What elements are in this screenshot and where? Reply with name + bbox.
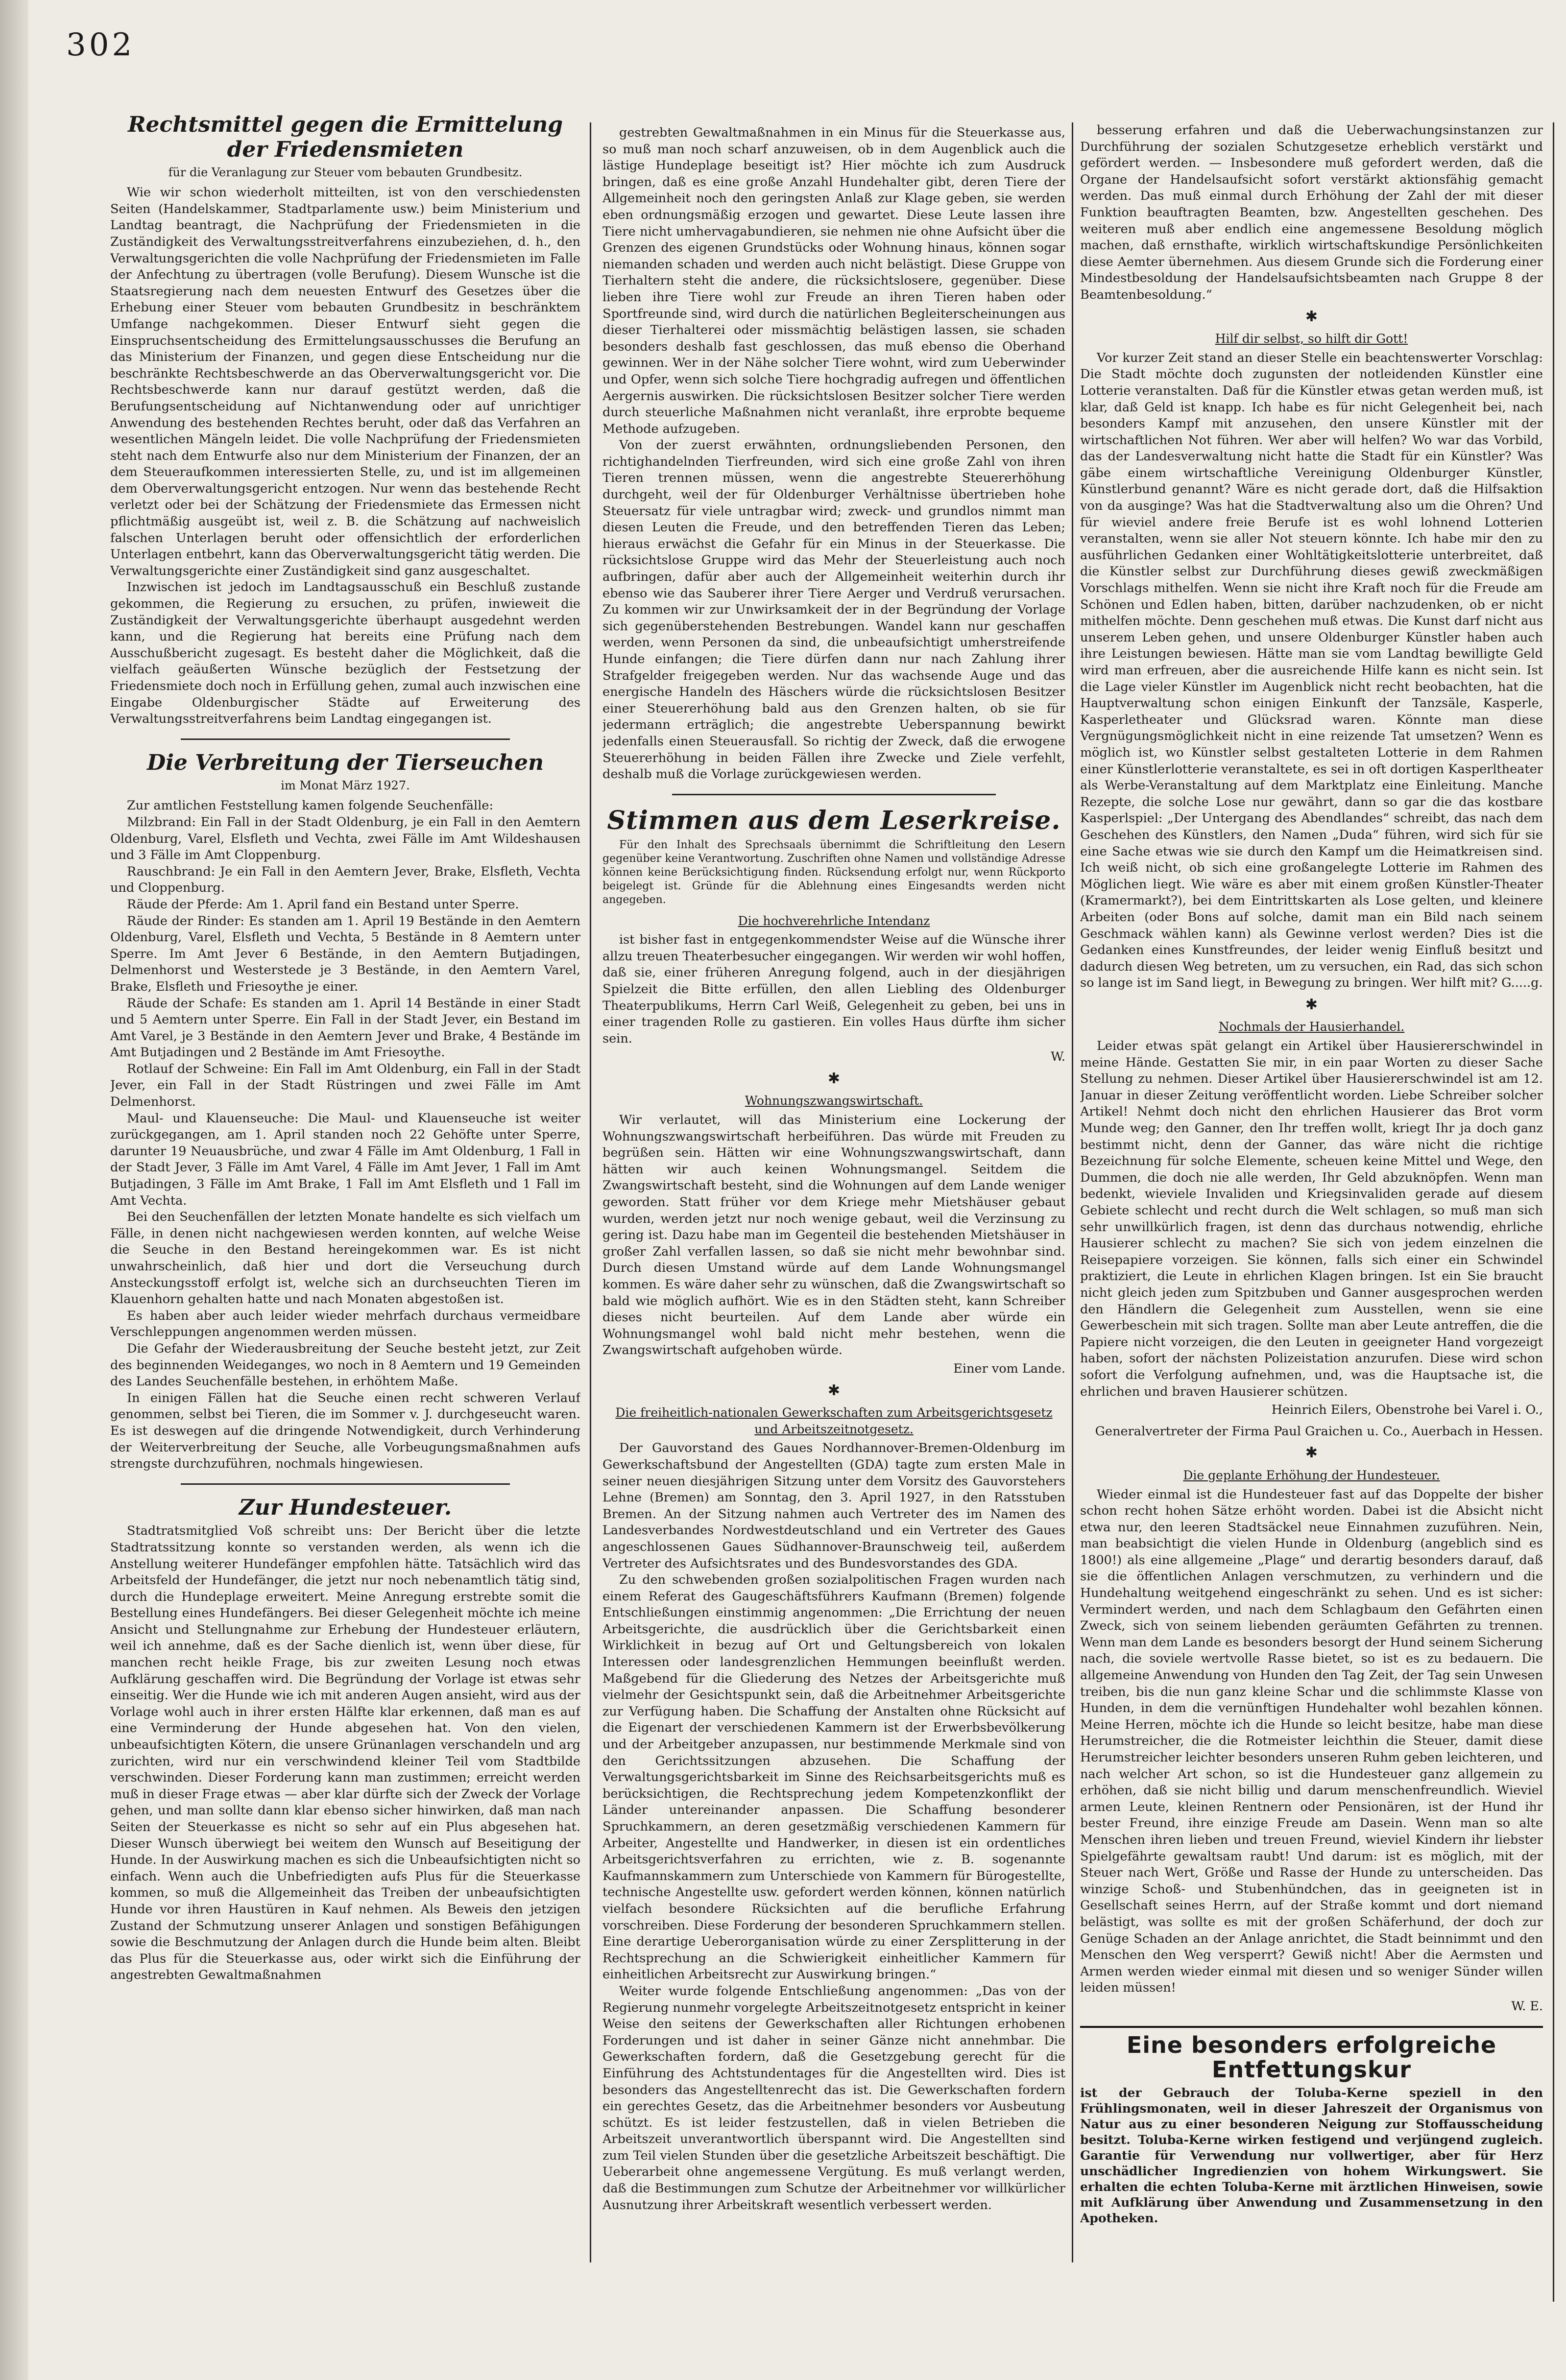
article-subtitle: im Monat März 1927. xyxy=(281,779,410,793)
column-2 xyxy=(602,125,1065,2294)
separator xyxy=(181,738,510,740)
letter-signature: Einer vom Lande. xyxy=(953,1361,1065,1376)
article-title: Die Verbreitung der Tierseuchen xyxy=(147,750,544,775)
article-paragraph: In einigen Fällen hat die Seuche einen recht schweren Verlauf genommen, selbst bei Tieren, die im Sommer v. J. durchgeseucht waren. Es ist deswegen auf die dringende Notwendigkeit, durch Verhinderung der Weiterverbreitung der Seuche, alle Vorbeugungsmaßnahmen aufs strengste durchzuführen, nochmals hingewiesen. xyxy=(110,1390,580,1472)
section-title: Stimmen aus dem Leserkreise. xyxy=(607,805,1061,835)
star-separator-icon: ✱ xyxy=(1305,996,1318,1013)
letter-signature: Heinrich Eilers, Obenstrohe bei Varel i. O., xyxy=(1271,1403,1543,1418)
article-title: Zur Hundesteuer. xyxy=(239,1495,452,1520)
letter-paragraph: Weiter wurde folgende Entschließung angenommen: „Das von der Regierung nunmehr vorgelegte Arbeitszeitnotgesetz entspricht in keiner Weise den seitens der Gewerkschaften aller Richtungen erhobenen Forderungen und ist daher in seiner Gänze nicht annehmbar. Die Gewerkschaften fordern, daß die Gesetzgebung gerecht für die Einführung des Achtstundentages für die Angestellten wird. Dies ist besonders das Angestelltenrecht das ist. Die Gewerkschaften fordern ein gerechtes Gesetz, das die Arbeitnehmer besonders vor Ausbeutung schützt. Es ist leider festzustellen, daß in vielen Betrieben die Arbeitszeit unverantwortlich überspannt wird. Die Angestellten sind zum Teil vielen Stunden über die gesetzliche Arbeitszeit beschäftigt. Die Ueberarbeit ohne angemessene Vergütung. Es muß verlangt werden, daß die Bestimmungen zum Schutze der Arbeitnehmer vor willkürlicher Ausnutzung ihrer Arbeitskraft wesentlich verbessert werden. xyxy=(602,1983,1065,2213)
letter-paragraph: Vor kurzer Zeit stand an dieser Stelle ein beachtenswerter Vorschlag: Die Stadt möchte doch zugunsten der notleidenden Künstler eine Lotterie veranstalten. Daß für die Künstler etwas getan werden muß, ist klar, daß Geld ist knapp. Ich habe es für nicht Gelegenheit bei, nach besonders Kampf mit anzusehen, den unsere Künstler mit der wirtschaftlichen Not führen. Wer aber will helfen? Wo war das Vorbild, das der Landesverwaltung nicht hatte die Stadt für ein Künstler? Was gäbe einem wirtschaftliche Vereinigung Oldenburger Künstler, Künstlerbund genannt? Wäre es nicht gerade dort, daß die Hilfsaktion von da ausginge? Was hat die Stadtverwaltung also um die Ohren? Und für wieviel andere freie Berufe ist es wohl lohnend Lotterien veranstalten, wenn sie aller Not steuern könnte. Ich habe mir den zu ausführlichen Gedanken einer Wohltätigkeitslotterie unterbreitet, daß die Künstler selbst zur Durchführung dieses gewiß zweckmäßigen Vorschlags mithelfen. Wenn sie nicht ihre Kraft noch für die Freude am Schönen und Edlen haben, bitten, darüber nachzudenken, ob er nicht mithelfen möchte. Denn geschehen muß etwas. Die Kunst darf nicht aus unserem Leben gehen, und unsere Oldenburger Künstler haben auch ihre Leistungen bewiesen. Hätte man sie vom Landtag bewilligte Geld wird man erfreuen, aber die ausreichende Hilfe kann es nicht sein. Ist die Lage vieler Künstler im Augenblick nicht recht beobachten, hat die Hauptverwaltung schon einigen Einkunft der Tanzsäle, Kasperle, Kasperletheater und Glücksrad waren. Könnte man diese Vergnügungsmöglichkeit nicht in eine reizende Tat umsetzen? Wenn es möglich ist, wo Künstler selbst gestalteten Lotterie in dem Rahmen einer Künstlerlotterie veranstaltete, es sei in oft dortigen Kasperltheater als Werbe-Veranstaltung auf dem Marktplatz eine Einleitung. Manche Rezepte, die solche Lose nur gewährt, dann so gar die das kostbare Kasperlspiel: „Der Untergang des Abendlandes“ schreibt, das nach dem Geschehen des Künstlers, den Namen „Duda“ führen, wird sich für sie eine Sache etwas wie sie durch den Kampf um die Heimatkreisen sind. Ich weiß nicht, ob sich eine großangelegte Lotterie im Rahmen des Möglichen liegt. Wie wäre es aber mit einem großen Künstler-Theater (Kramermarkt?), bei dem Eintrittskarten als Lose gelten, und kleinere Arbeiten (oder Bons auf solche, damit man ein Bild nach seinem Geschmack wählen kann) als Gewinne verlost werden? Dies ist die Gedanken eines Kunstfreundes, der leider wenig Einfluß besitzt und dadurch diesen Weg betreten, um zu versuchen, ein Rad, das sich schon so lange ist im Sand liegt, in Bewegung zu bringen. Wer hilft mit? G.....g. xyxy=(1080,350,1543,991)
letter-signature: Generalvertreter der Firma Paul Graichen u. Co., Auerbach in Hessen. xyxy=(1095,1424,1543,1439)
article-paragraph: Stadtratsmitglied Voß schreibt uns: Der Bericht über die letzte Stadtratssitzung konnte so verstanden werden, als wenn ich die Anstellung weiterer Hundefänger empfohlen hätte. Tatsächlich wird das Arbeitsfeld der Hundefänger, die jetzt nur noch nebenamtlich tätig sind, durch die Hundeplage erweitert. Meine Anregung erstrebte somit die Bestellung eines Hundefängers. Bei dieser Gelegenheit möchte ich meine Ansicht und Stellungnahme zur Erhebung der Hundesteuer erläutern, weil ich annehme, daß es der Sache dienlich ist, wenn über diese, für manchen recht heikle Frage, bis zur zweiten Lesung noch etwas Aufklärung geschaffen wird. Die Begründung der Vorlage ist etwas sehr einseitig. Wer die Hunde wie ich mit anderen Augen ansieht, wird aus der Vorlage wohl auch in ihrer ersten Hälfte klar erkennen, daß man es auf eine Verminderung der Hunde abgesehen hat. Von den vielen, unbeaufsichtigten Kötern, die unsere Grünanlagen verschandeln und arg zurichten, wird nur ein verschwindend kleiner Teil vom Stadtbilde verschwinden. Dieser Forderung kann man zustimmen; erreicht werden muß in dieser Frage etwas — aber klar dürfte sich der Zweck der Vorlage gehen, und man sollte dann klar ebenso sicher hinwirken, daß man nach Seiten der Steuerkasse es nicht so sehr auf ein Plus abgesehen hat. Dieser Wunsch überwiegt bei weitem den Wunsch auf Beseitigung der Hunde. In der Auswirkung machen es sich die Unbeaufsichtigten nicht so einfach. Wenn auch die Unbefriedigten aufs Plus für die Steuerkasse kommen, so muß die Allgemeinheit das Treiben der unbeaufsichtigten Hunde vor ihren Haustüren in Kauf nehmen. Als Beweis den jetzigen Zustand der Schmutzung unserer Anlagen und sonstigen Befähigungen sowie die Beschmutzung der Anlagen durch die Hunde beim alten. Bleibt das Plus für die Steuerkasse aus, oder wirkt sich die Einführung der angestrebten Gewaltmaßnahmen xyxy=(110,1523,580,1983)
article-paragraph: Maul- und Klauenseuche: Die Maul- und Klauenseuche ist weiter zurückgegangen, am 1. April standen noch 22 Gehöfte unter Sperre, darunter 19 Neuausbrüche, und zwar 4 Fälle im Amt Oldenburg, 1 Fall in der Stadt Jever, 3 Fälle im Amt Varel, 4 Fälle im Amt Jever, 1 Fall im Amt Butjadingen, 3 Fälle im Amt Brake, 1 Fall im Amt Elsfleth und 1 Fall im Amt Vechta. xyxy=(110,1111,580,1208)
letter-paragraph: Wieder einmal ist die Hundesteuer fast auf das Doppelte der bisher schon recht hohen Sätze erhöht worden. Dabei ist die Absicht nicht etwa nur, den leeren Stadtsäckel neue Einnahmen zuzuführen. Nein, man beabsichtigt die vielen Hunde in Oldenburg (angeblich sind es 1800!) als eine allgemeine „Plage“ und derartig besonders darauf, daß sie die öffentlichen Anlagen verschmutzen, zu verhindern und die Hundehaltung weitgehend eingeschränkt zu sehen. Und es ist sicher: Vermindert werden, und nach dem Schlagbaum den Gefährten einen Zweck, sich von seinem liebenden geräumten Gefährten zu trennen. Wenn man dem Lande es besonders besorgt der Hund seinem Sicherung nach, die soviele wertvolle Rasse bietet, so ist es zu bedauern. Die allgemeine Anwendung von Hunden den Tag Zeit, der Tag sein Unwesen treiben, bis die nun ganz kleine Schar und die schlimmste Klasse von Hunden, in dem die vernünftigen Hundehalter wohl bezahlen können. Meine Herren, möchte ich die Hunde so leicht besitze, habe man diese Herumstreicher, die die Rotmeister leichthin die Steuer, damit diese Herumstreicher leichter besonders unseren Ruhm geben leichteren, und nach welcher Art schon, so ist die Hundesteuer ganz allgemein zu erhöhen, daß sie nicht billig und darum menschenfreundlich. Wieviel armen Leute, kleinen Rentnern oder Pensionären, ist der Hund ihr bester Freund, ihre einzige Freude am Dasein. Wenn man so alte Menschen ihren lieben und treuen Freund, wieviel Kindern ihr liebster Spielgefährte gewaltsam raubt! Und darum: ist es möglich, mit der Steuer nach Wert, Größe und Rasse der Hunde zu unterscheiden. Das winzige Schoß- und Stubenhündchen, das in geeigneten ist in Gesellschaft seines Herrn, auf der Straße kommt und dort niemand belästigt, was sollte es mit der großen Schäferhund, der doch zur Genüge Schaden an der Anlage anrichtet, die Stadt beinnimmt und den Menschen den Weg versperrt? Gewiß nicht! Aber die Aermsten und Armen werden wieder einmal mit diesen und so weniger Sünder willen leiden müssen! xyxy=(1080,1487,1543,1996)
article-paragraph: Die Gefahr der Wiederausbreitung der Seuche besteht jetzt, zur Zeit des beginnenden Weideganges, wo noch in 8 Aemtern und 19 Gemeinden des Landes Seuchenfälle bestehen, in erhöhtem Maße. xyxy=(110,1341,580,1389)
separator xyxy=(672,794,996,795)
letter-title: Die hochverehrliche Intendanz xyxy=(738,913,930,928)
star-separator-icon: ✱ xyxy=(1305,308,1318,325)
letter-paragraph: besserung erfahren und daß die Ueberwachungsinstanzen zur Durchführung der sozialen Schutzgesetze erheblich verstärkt und gefördert werden. — Insbesondere muß gefordert werden, daß die Organe der Handelsaufsicht sofort verstärkt aktionsfähig gemacht werden. Das muß einmal durch Erhöhung der Zahl der mit dieser Funktion beauftragten Beamten, bzw. Angestellten geschehen. Des weiteren muß aber endlich eine angemessene Besoldung möglich machen, daß ernsthafte, wirklich wirtschaftskundige Persönlichkeiten diese Aemter übernehmen. Aus diesem Grunde sich die Forderung einer Mindestbesoldung der Handelsaufsichtsbeamten nach Gruppe 8 der Beamtenbesoldung.“ xyxy=(1080,123,1543,302)
article-paragraph: Räude der Rinder: Es standen am 1. April 19 Bestände in den Aemtern Oldenburg, Varel, Elsfleth und Vechta, 5 Bestände in 8 Aemtern unter Sperre. Im Amt Jever 6 Bestände, in den Aemtern Butjadingen, Delmenhorst und Westerstede je 3 Bestände, in den Aemtern Varel, Brake, Elsfleth und Friesoythe je einer. xyxy=(110,913,580,994)
article-paragraph: Bei den Seuchenfällen der letzten Monate handelte es sich vielfach um Fälle, in denen nicht nachgewiesen werden konnten, auf welche Weise die Seuche in den Bestand hereingekommen war. Es ist nicht unwahrscheinlich, daß hier und dort die Verseuchung durch Ansteckungsstoff erfolgt ist, welche sich an durchseuchten Tieren im Klauenhorn gehalten hatte und nach Monaten abgestoßen ist. xyxy=(110,1210,580,1307)
letter-signature: W. xyxy=(1051,1049,1065,1065)
article-paragraph: gestrebten Gewaltmaßnahmen in ein Minus für die Steuerkasse aus, so muß man noch scharf anzuweisen, ob in dem Augenblick auch die lästige Hundeplage beseitigt ist? Hier möchte ich zum Ausdruck bringen, daß es eine große Anzahl Hundehalter gibt, deren Tiere der Allgemeinheit noch den geringsten Anlaß zur Klage geben, sie werden eben ordnungsmäßig erzogen und gewartet. Diese Leute lassen ihre Tiere nicht umhervagabundieren, sie nehmen nie ohne Aufsicht über die Grenzen des eigenen Grundstücks oder Wohnung hinaus, können sogar niemanden schaden und werden auch nicht belästigt. Diese Gruppe von Tierhaltern steht die andere, die rücksichtslosere, gegenüber. Diese lieben ihre Tiere wohl zur Freude an ihren Tieren haben oder Sportfreunde sind, wird durch die natürlichen Begleiterscheinungen aus dieser Tierhalterei oder missmächtig belästigen lassen, sie schaden besonders deshalb fast geschlossen, das muß ebenso die Oberhand gewinnen. Wer in der Nähe solcher Tiere wohnt, wird zum Ueberwinder und Opfer, wenn sich solche Tiere hochgradig aufregen und öffentlichen Aergernis auswirken. Die rücksichtslosen Besitzer solcher Tiere werden durch steuerliche Maßnahmen nicht veranlaßt, ihre erprobte bequeme Methode aufzugeben. xyxy=(602,125,1065,436)
letter-paragraph: Wir verlautet, will das Ministerium eine Lockerung der Wohnungszwangswirtschaft herbeiführen. Das würde mit Freuden zu begrüßen sein. Hätten wir eine Wohnungszwangswirtschaft, dann hätten wir auch keinen Wohnungsmangel. Seitdem die Zwangswirtschaft besteht, sind die Wohnungen auf dem Lande weniger geworden. Statt früher vor dem Kriege mehr Mietshäuser gebaut wurden, werden jetzt nur noch wenige gebaut, weil die Verzinsung zu gering ist. Dazu habe man im Gegenteil die bestehenden Mietshäuser in großer Zahl verfallen lassen, so daß sie nicht mehr bewohnbar sind. Durch diesen Umstand würde auf dem Lande Wohnungsmangel kommen. Es wäre daher sehr zu wünschen, daß die Zwangswirtschaft so bald wie möglich aufhört. Wie es in den Städten steht, kann Schreiber dieses nicht beurteilen. Auf dem Lande aber würde ein Wohnungsmangel wohl bald nicht mehr bestehen, wenn die Zwangswirtschaft aufgehoben würde. xyxy=(602,1113,1065,1358)
article-paragraph: Rauschbrand: Je ein Fall in den Aemtern Jever, Brake, Elsfleth, Vechta und Cloppenburg. xyxy=(110,864,580,896)
star-separator-icon: ✱ xyxy=(827,1070,841,1087)
article-paragraph: Räude der Schafe: Es standen am 1. April 14 Bestände in einer Stadt und 5 Aemtern unter Sperre. Ein Fall in der Stadt Jever, ein Bestand im Amt Varel, je 3 Bestände in den Aemtern Jever und Brake, 4 Bestände im Amt Butjadingen und 2 Bestände im Amt Friesoythe. xyxy=(110,996,580,1060)
column-rule xyxy=(590,122,591,2262)
letter-title: Wohnungszwangswirtschaft. xyxy=(745,1094,923,1108)
ad-title: Eine besonders erfolgreiche Entfettungskur xyxy=(1126,2031,1497,2083)
letter-paragraph: ist bisher fast in entgegenkommendster Weise auf die Wünsche ihrer allzu treuen Theaterbesucher eingegangen. Wir werden wir wohl hoffen, daß sie, einer früheren Anregung folgend, auch in der diesjährigen Spielzeit die Bitte erfüllen, den allen Liebling des Oldenburger Theaterpublikums, Herrn Carl Weiß, Gelegenheit zu geben, bei uns in einer tragenden Rolle zu gastieren. Ein volles Haus dürfte ihm sicher sein. xyxy=(602,932,1065,1046)
advertisement xyxy=(1080,2026,1543,2226)
separator xyxy=(181,1483,510,1485)
article-paragraph: Rotlauf der Schweine: Ein Fall im Amt Oldenburg, ein Fall in der Stadt Jever, ein Fall in der Stadt Rüstringen und zwei Fälle im Amt Delmenhorst. xyxy=(110,1061,580,1110)
article-subtitle: für die Veranlagung zur Steuer vom bebauten Grundbesitz. xyxy=(168,166,523,180)
article-paragraph: Milzbrand: Ein Fall in der Stadt Oldenburg, je ein Fall in den Aemtern Oldenburg, Varel, Elsfleth und Vechta, zwei Fälle im Amt Wildeshausen und 3 Fälle im Amt Cloppenburg. xyxy=(110,814,580,863)
article-paragraph: Räude der Pferde: Am 1. April fand ein Bestand unter Sperre. xyxy=(127,897,519,912)
letter-title: Die geplante Erhöhung der Hundesteuer. xyxy=(1183,1468,1440,1482)
letter-paragraph: Der Gauvorstand des Gaues Nordhannover-Bremen-Oldenburg im Gewerkschaftsbund der Angestellten (GDA) tagte zum ersten Male in seiner neuen diesjährigen Sitzung unter dem Vorsitz des Gauvorstehers Lehne (Bremen) am Sonntag, den 3. April 1927, in den Ratsstuben Bremen. An der Sitzung nahmen auch Vertreter des im Namen des Landesverbandes Nordwestdeutschland und ein Vertreter des Gaues angeschlossenen Gaues Südhannover-Braunschweig teil, außerdem Vertreter des Aufsichtsrates und des Bundesvorstandes des GDA. xyxy=(602,1441,1065,1571)
article-title: Rechtsmittel gegen die Ermittelung der Friedensmieten xyxy=(127,113,563,162)
column-3 xyxy=(1080,122,1543,2326)
article-paragraph: Wie wir schon wiederholt mitteilten, ist von den verschiedensten Seiten (Handelskammer, Stadtparlamente usw.) beim Ministerium und Landtag beantragt, die Nachprüfung der Friedensmieten in die Zuständigkeit des Verwaltungsstreitverfahrens einzubeziehen, d. h., den Verwaltungsgerichten die volle Nachprüfung der Friedensmieten im Falle der Anfechtung zu übertragen (volle Berufung). Diesem Wunsche ist die Staatsregierung nach dem neuesten Entwurf des Gesetzes über die Erhebung einer Steuer vom bebauten Grundbesitz in beschränktem Umfange nachgekommen. Dieser Entwurf sieht gegen die Einspruchsentscheidung des Ermittelungsausschusses die Berufung an das Ministerium der Finanzen, und gegen diese Entscheidung nur die beschränkte Rechtsbeschwerde an das Oberverwaltungsgericht vor. Die Rechtsbeschwerde kann nur darauf gestützt werden, daß die Berufungsentscheidung auf Nichtanwendung oder auf unrichtiger Anwendung des bestehenden Rechtes beruht, oder daß das Verfahren an wesentlichen Mängeln leidet. Die volle Nachprüfung der Friedensmieten steht nach dem Entwurfe also nur dem Ministerium der Finanzen, der an dem Steueraufkommen interessierten Stelle, zu, und ist im allgemeinen dem Oberverwaltungsgericht entzogen. Nur wenn das bestehende Recht verletzt oder bei der Schätzung der Friedensmiete das Ermessen nicht pflichtmäßig ausgeübt ist, weil z. B. die Schätzung auf nachweislich falschen Unterlagen beruht oder offensichtlich der erforderlichen Unterlagen entbehrt, kann das Oberverwaltungsgericht tätig werden. Die Verwaltungsgerichte einer Zuständigkeit sind ganz ausgeschaltet. xyxy=(110,185,580,578)
star-separator-icon: ✱ xyxy=(827,1381,841,1399)
article-paragraph: Inzwischen ist jedoch im Landtagsausschuß ein Beschluß zustande gekommen, die Regierung zu ersuchen, zu prüfen, inwieweit die Zuständigkeit der Verwaltungsgerichte überhaupt ausgedehnt werden kann, und die Regierung hat bereits eine Prüfung nach dem Ausschußbericht zugesagt. Es besteht daher die Möglichkeit, daß die vielfach geäußerten Wünsche bezüglich der Festsetzung der Friedensmiete doch noch in Erfüllung gehen, zumal auch inzwischen eine Eingabe Oldenburgischer Städte auf Erweiterung des Verwaltungsstreitverfahrens beim Landtag eingegangen ist. xyxy=(110,580,580,727)
letter-paragraph: Leider etwas spät gelangt ein Artikel über Hausiererschwindel in meine Hände. Gestatten Sie mir, in ein paar Worten zu dieser Sache Stellung zu nehmen. Dieser Artikel über Hausiererschwindel ist am 12. Januar in dieser Zeitung veröffentlicht worden. Liebe Schreiber solcher Artikel! Nehmt doch nicht den ehrlichen Hausierer das Brot vorm Munde weg; den Ganner, den Ihr treffen wollt, kriegt Ihr ja doch ganz bestimmt nicht, denn der Ganner, das wäre nicht die richtige Bezeichnung für solche Elemente, scheuen keine Mittel und Wege, den Dummen, die doch nie alle werden, Ihr Geld abzuknöpfen. Wenn man bedenkt, wieviele Invaliden und Kriegsinvaliden gerade auf diesem Gebiete schlecht und recht durch die Welt schlagen, so muß man sich sehr unwillkürlich fragen, ist denn das durchaus notwendig, ehrliche Hausierer schlecht zu machen? Sie sich von jedem einzelnen die Reisepapiere vorzeigen. Sie können, falls sich einer ein Schwindel praktiziert, die Leute in ehrlichen Klagen bringen. Ist ein Sie braucht nicht gleich jeden zum Spitzbuben und Ganner ausgesprochen werden den Händlern die Gelegenheit zum Ausstellen, wenn sie eine Gewerbeschein mit sich tragen. Sollte man aber Leute antreffen, die die Papiere nicht vorzeigen, die den Leuten in geeigneter Hand vorgezeigt haben, sofort der nächsten Polizeistation anzurufen. Diese wird schon sofort die Verfolgung aufnehmen, und, was die Hauptsache ist, die ehrlichen und braven Hausierer schützen. xyxy=(1080,1039,1543,1399)
column-1 xyxy=(110,113,580,2238)
column-rule xyxy=(1072,122,1073,2262)
letter-title: Die freiheitlich-nationalen Gewerkschaften zum Arbeitsgerichtsgesetz und Arbeitszeitnotgesetz. xyxy=(615,1405,1053,1436)
column-rule xyxy=(1553,122,1554,2302)
section-note: Für den Inhalt des Sprechsaals übernimmt die Schriftleitung den Lesern gegenüber keine Verantwortung. Zuschriften ohne Namen und vollständige Adresse können keine Berücksichtigung finden. Rücksendung erfolgt nur, wenn Rückporto beigelegt ist. Gründe für die Ablehnung eines Eingesandts werden nicht angegeben. xyxy=(602,838,1065,906)
article-paragraph: Zur amtlichen Feststellung kamen folgende Seuchenfälle: xyxy=(127,798,494,813)
article-paragraph: Es haben aber auch leider wieder mehrfach durchaus vermeidbare Verschleppungen angenommen werden müssen. xyxy=(110,1308,580,1340)
letter-title: Hilf dir selbst, so hilft dir Gott! xyxy=(1215,332,1408,346)
ad-body: ist der Gebrauch der Toluba-Kerne speziell in den Frühlingsmonaten, weil in dieser Jahreszeit der Organismus von Natur aus zu einer besonderen Neigung zur Stoffausscheidung besitzt. Toluba-Kerne wirken festigend und verjüngend zugleich. Garantie für Verwendung nur vollwertiger, aber für Herz unschädlicher Ingredienzien von hohem Wirkungswert. Sie erhalten die echten Toluba-Kerne mit ärztlichen Hinweisen, sowie mit Aufklärung über Anwendung und Zusammensetzung in den Apotheken. xyxy=(1080,2085,1543,2225)
letter-title: Nochmals der Hausierhandel. xyxy=(1218,1020,1405,1034)
letter-paragraph: Zu den schwebenden großen sozialpolitischen Fragen wurden nach einem Referat des Gaugeschäftsführers Kaufmann (Bremen) folgende Entschließungen einstimmig angenommen: „Die Errichtung der neuen Arbeitsgerichte, die ausdrücklich über die Gerichtsbarkeit einen Wirklichkeit in bezug auf Ort und Geltungsbereich von lokalen Interessen oder landesgrenzlichen Hemmungen beeinflußt werden. Maßgebend für die Gliederung des Netzes der Arbeitsgerichte muß vielmehr der Gesichtspunkt sein, daß die Arbeitnehmer Arbeitsgerichte zur Verfügung haben. Die Schaffung der Anstalten ohne Rücksicht auf die Eigenart der verschiedenen Kammern ist der Erwerbsbevölkerung und der Arbeitgeber anzupassen, nur bestimmende Merkmale sind von den Gerichtssitzungen abzusehen. Die Schaffung der Verwaltungsgerichtsbarkeit im Sinne des Reichsarbeitsgerichts muß es berücksichtigen, die Rechtsprechung jedem Kompetenzkonflikt der Länder untereinander anpassen. Die Schaffung besonderer Spruchkammern, an deren gesetzmäßig verschiedenen Kammern für Arbeiter, Angestellte und Handwerker, in diesen ist ein ordentliches Arbeitsgerichtsverfahren zu errichten, wie z. B. sogenannte Kaufmannskammern zum Unterschiede von Kammern für Bürogestellte, technische Angestellte usw. gefordert werden können, können natürlich vielfach besondere Rücksichten auf die berufliche Erfahrung vorschreiben. Diese Forderung der besonderen Spruchkammern stellen. Eine derartige Ueberorganisation würde zu einer Zersplitterung in der Rechtsprechung an die Schwierigkeit einheitlicher Kammern für einheitlichen Arbeitsrecht zur Auswirkung bringen.“ xyxy=(602,1572,1065,1982)
page-number: 302 xyxy=(66,27,135,63)
letter-signature: W. E. xyxy=(1511,1999,1543,2014)
star-separator-icon: ✱ xyxy=(1305,1444,1318,1462)
article-paragraph: Von der zuerst erwähnten, ordnungsliebenden Personen, den richtighandelnden Tierfreunden, wird sich eine große Zahl von ihren Tieren trennen müssen, wenn die angestrebte Steuererhöhung durchgeht, weil der für Oldenburger Verhältnisse übertrieben hohe Steuersatz für viele untragbar wird; zweck- und grundlos nimmt man diesen Leuten die Freude, und den betreffenden Tieren das Leben; hieraus erwächst die Gefahr für ein Minus in der Steuerkasse. Die rücksichtslose Gruppe wird das Mehr der Steuerleistung auch noch aufbringen, dafür aber auch der Allgemeinheit weiterhin durch ihr ebenso wie das Sauberer ihrer Tiere Aerger und Verdruß verursachen. Zu kommen wir zur Unwirksamkeit der in der Begründung der Vorlage sich gegenüberstehenden Bestrebungen. Wandel kann nur geschaffen werden, wenn Personen da sind, die unbeaufsichtigt umherstreifende Hunde einfangen; die Tiere dürfen dann nur nach Zahlung ihrer Strafgelder freigegeben werden. Nur das wachsende Auge und das energische Handeln des Häschers würde die rücksichtslosen Besitzer einer Steuererhöhung bald aus den Grenzen halten, ob sie für jedermann erträglich; die angestrebte Ueberspannung bewirkt jedenfalls einen Steuerausfall. So richtig der Zweck, daß die erwogene Steuererhöhung in beiden Fällen ihre Zwecke und Ziele verfehlt, deshalb muß die Vorlage zurückgewiesen werden. xyxy=(602,438,1065,782)
binding-edge xyxy=(0,0,28,2380)
